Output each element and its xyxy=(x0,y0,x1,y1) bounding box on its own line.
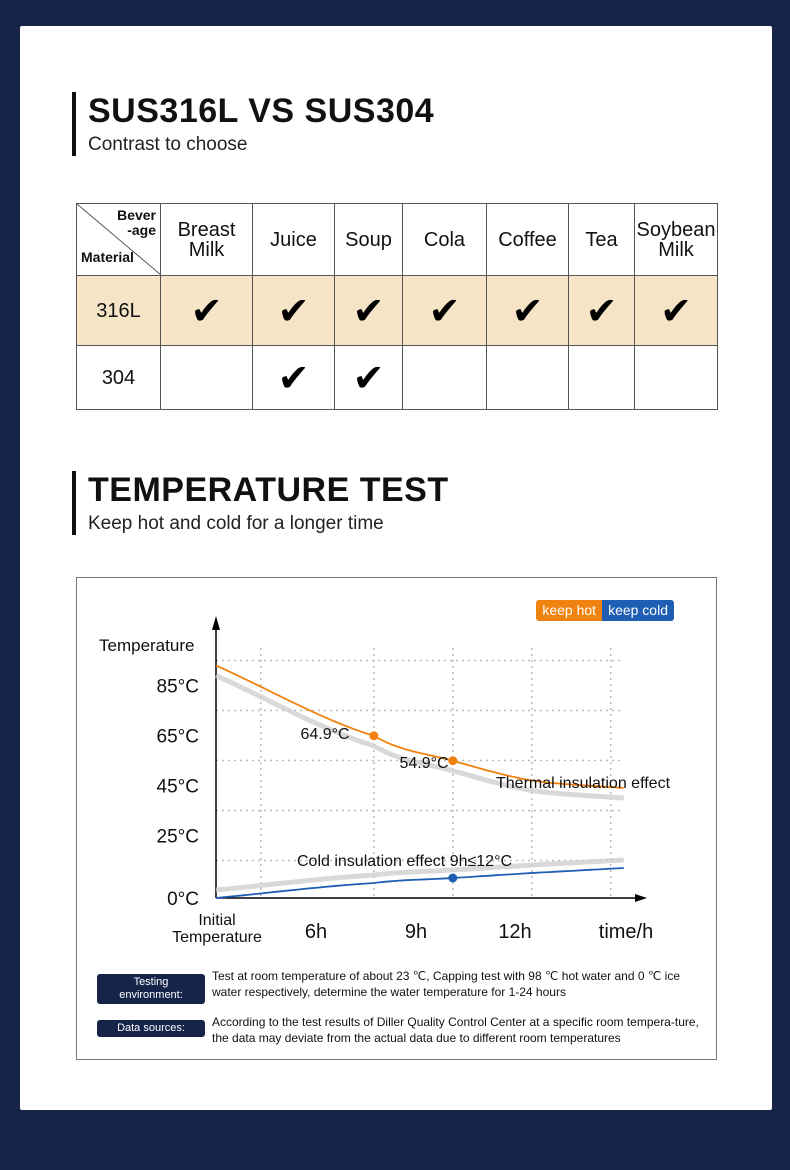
section-header-material xyxy=(72,92,434,156)
checkmark-icon: ✔ xyxy=(277,355,310,400)
column-header-5: Tea xyxy=(569,204,635,276)
x-axis-arrow xyxy=(635,894,647,902)
chart-annotation: 54.9°C xyxy=(399,755,449,772)
y-tick-label: 85°C xyxy=(156,676,199,698)
data-point xyxy=(448,874,457,883)
column-header-2: Soup xyxy=(335,204,403,276)
table-row xyxy=(77,346,718,410)
x-axis-label: time/h xyxy=(598,921,654,943)
y-axis-label: Temperature xyxy=(99,636,195,655)
y-axis-arrow xyxy=(212,616,220,630)
section-header-temperature xyxy=(72,471,449,535)
column-header-1: Juice xyxy=(253,204,335,276)
data-point xyxy=(448,756,457,765)
legend-keep-hot: keep hot xyxy=(536,600,602,621)
check-cell xyxy=(635,346,718,410)
check-cell xyxy=(403,276,487,346)
table-corner-cell xyxy=(77,204,161,276)
x-tick-label: 9h xyxy=(404,921,428,943)
checkmark-icon: ✔ xyxy=(352,288,385,333)
chart-annotation: Cold insulation effect 9h≤12°C xyxy=(297,853,513,870)
note-label: Testing environment: xyxy=(97,974,205,1004)
column-header-4: Coffee xyxy=(487,204,569,276)
check-cell xyxy=(569,276,635,346)
corner-label-beverage: Bever -age xyxy=(117,207,156,238)
comparison-table xyxy=(76,203,718,410)
checkmark-icon: ✔ xyxy=(511,288,544,333)
note-text: According to the test results of Diller Quality Control Center at a specific room tempera-ture, the data may deviate from the actual data due to different room temperatures xyxy=(212,1015,699,1045)
y-tick-label: 65°C xyxy=(156,726,199,748)
temperature-chart xyxy=(76,577,717,1060)
check-cell xyxy=(335,276,403,346)
note-label: Data sources: xyxy=(97,1020,205,1037)
table-row xyxy=(77,276,718,346)
legend-keep-cold: keep cold xyxy=(602,600,674,621)
checkmark-icon: ✔ xyxy=(660,288,692,333)
check-cell xyxy=(487,346,569,410)
check-cell xyxy=(403,346,487,410)
column-header-6: Soybean Milk xyxy=(635,204,718,276)
material-cell: 316L xyxy=(77,276,161,346)
chart-annotation: Thermal insulation effect xyxy=(496,775,671,792)
note-testing-environment xyxy=(97,968,702,1004)
note-text: Test at room temperature of about 23 ℃, Capping test with 98 ℃ hot water and 0 ℃ ice water respectively, determine the water temperature for 1-24 hours xyxy=(212,969,681,999)
content-panel xyxy=(20,26,772,1110)
column-header-0: Breast Milk xyxy=(161,204,253,276)
checkmark-icon: ✔ xyxy=(352,355,385,400)
check-cell xyxy=(253,346,335,410)
material-cell: 304 xyxy=(77,346,161,410)
section-title: SUS316L VS SUS304 xyxy=(88,92,435,130)
section-subtitle: Keep hot and cold for a longer time xyxy=(88,513,384,534)
x-tick-label: Initial Temperature xyxy=(172,912,262,946)
x-tick-label: 6h xyxy=(304,921,328,943)
check-cell xyxy=(161,346,253,410)
chart-annotation: 64.9°C xyxy=(300,726,350,743)
section-title: TEMPERATURE TEST xyxy=(88,471,449,509)
checkmark-icon: ✔ xyxy=(428,288,461,333)
checkmark-icon: ✔ xyxy=(585,288,618,333)
data-point xyxy=(369,731,378,740)
column-header-3: Cola xyxy=(403,204,487,276)
x-tick-label: 12h xyxy=(498,921,532,943)
check-cell xyxy=(253,276,335,346)
y-tick-label: 45°C xyxy=(156,776,199,798)
checkmark-icon: ✔ xyxy=(277,288,310,333)
section-subtitle: Contrast to choose xyxy=(88,134,248,155)
check-cell xyxy=(487,276,569,346)
y-tick-label: 25°C xyxy=(156,826,199,848)
note-data-sources xyxy=(97,1014,702,1046)
check-cell xyxy=(335,346,403,410)
table-header-row xyxy=(77,204,718,276)
check-cell xyxy=(635,276,718,346)
check-cell xyxy=(569,346,635,410)
chart-notes xyxy=(97,968,702,1056)
checkmark-icon: ✔ xyxy=(190,288,223,333)
chart-legend xyxy=(536,600,674,621)
corner-label-material: Material xyxy=(81,249,134,265)
check-cell xyxy=(161,276,253,346)
y-tick-label: 0°C xyxy=(167,889,199,910)
